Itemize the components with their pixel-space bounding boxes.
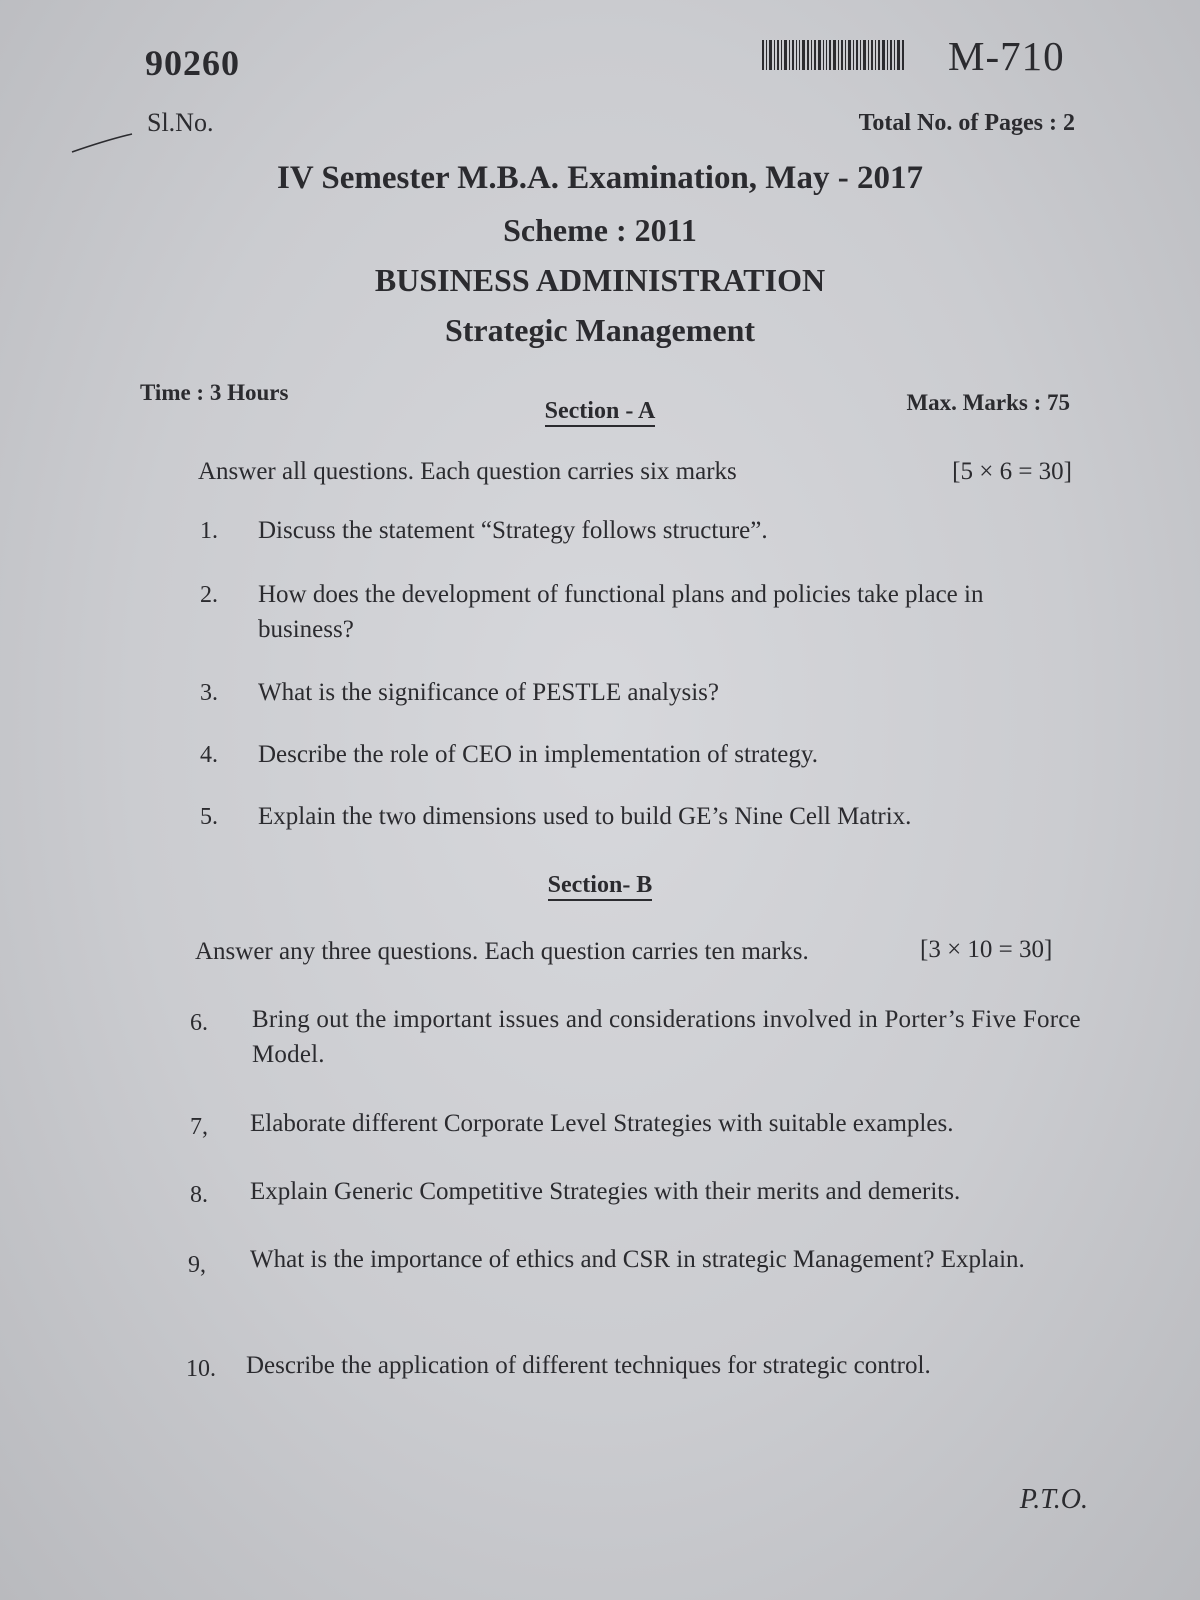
code-number: 90260 [145, 43, 240, 83]
subject: BUSINESS ADMINISTRATION [374, 262, 826, 298]
barcode-icon [762, 40, 904, 70]
section-b-heading-text: Section- B [548, 872, 653, 901]
question-text: Discuss the statement “Strategy follows structure”. [258, 517, 768, 544]
paper-name: Strategic Management [444, 312, 756, 348]
sl-no-label: Sl.No. [147, 108, 214, 137]
question-number: 4. [200, 742, 218, 768]
question-text: What is the importance of ethics and CSR in strategic Management? Explain. [250, 1246, 1025, 1273]
pto-note: P.T.O. [1019, 1484, 1088, 1515]
section-a-heading [0, 398, 1200, 425]
question-number: 6. [190, 1010, 208, 1036]
max-marks: Max. Marks : 75 [906, 390, 1070, 415]
section-b-instruction: Answer any three questions. Each question carries ten marks. [195, 938, 809, 965]
question-text: How does the development of functional plans and policies take place in business? [258, 581, 984, 643]
paper-code: M-710 [948, 33, 1065, 79]
question-number: 10. [186, 1356, 216, 1382]
question-number: 8. [190, 1182, 208, 1208]
time-allowed: Time : 3 Hours [140, 380, 289, 405]
question-number: 3. [200, 680, 218, 706]
section-a-heading-text: Section - A [545, 398, 656, 427]
question-text: Explain Generic Competitive Strategies with their merits and demerits. [250, 1178, 961, 1205]
question-number: 9, [188, 1252, 206, 1278]
question-number: 5. [200, 804, 218, 830]
section-a-marks: [5 × 6 = 30] [952, 458, 1072, 485]
question-number: 1. [200, 518, 218, 544]
exam-title: IV Semester M.B.A. Examination, May - 2017 [277, 160, 923, 196]
pen-mark-icon [70, 128, 140, 156]
question-text: What is the significance of PESTLE analysis? [258, 679, 719, 706]
question-text: Bring out the important issues and considerations involved in Porter’s Five Force Model. [252, 1006, 1081, 1068]
question-text: Describe the application of different techniques for strategic control. [246, 1352, 931, 1379]
question-text: Describe the role of CEO in implementation of strategy. [258, 741, 819, 768]
total-pages: Total No. of Pages : 2 [858, 110, 1075, 136]
scheme: Scheme : 2011 [503, 212, 697, 248]
section-b-marks: [3 × 10 = 30] [920, 936, 1053, 963]
question-number: 2. [200, 582, 218, 608]
question-text: Elaborate different Corporate Level Strategies with suitable examples. [250, 1110, 954, 1137]
section-a-instruction: Answer all questions. Each question carries six marks [198, 458, 737, 485]
question-text: Explain the two dimensions used to build GE’s Nine Cell Matrix. [258, 803, 912, 830]
section-b-heading [0, 872, 1200, 899]
question-number: 7, [190, 1114, 208, 1140]
